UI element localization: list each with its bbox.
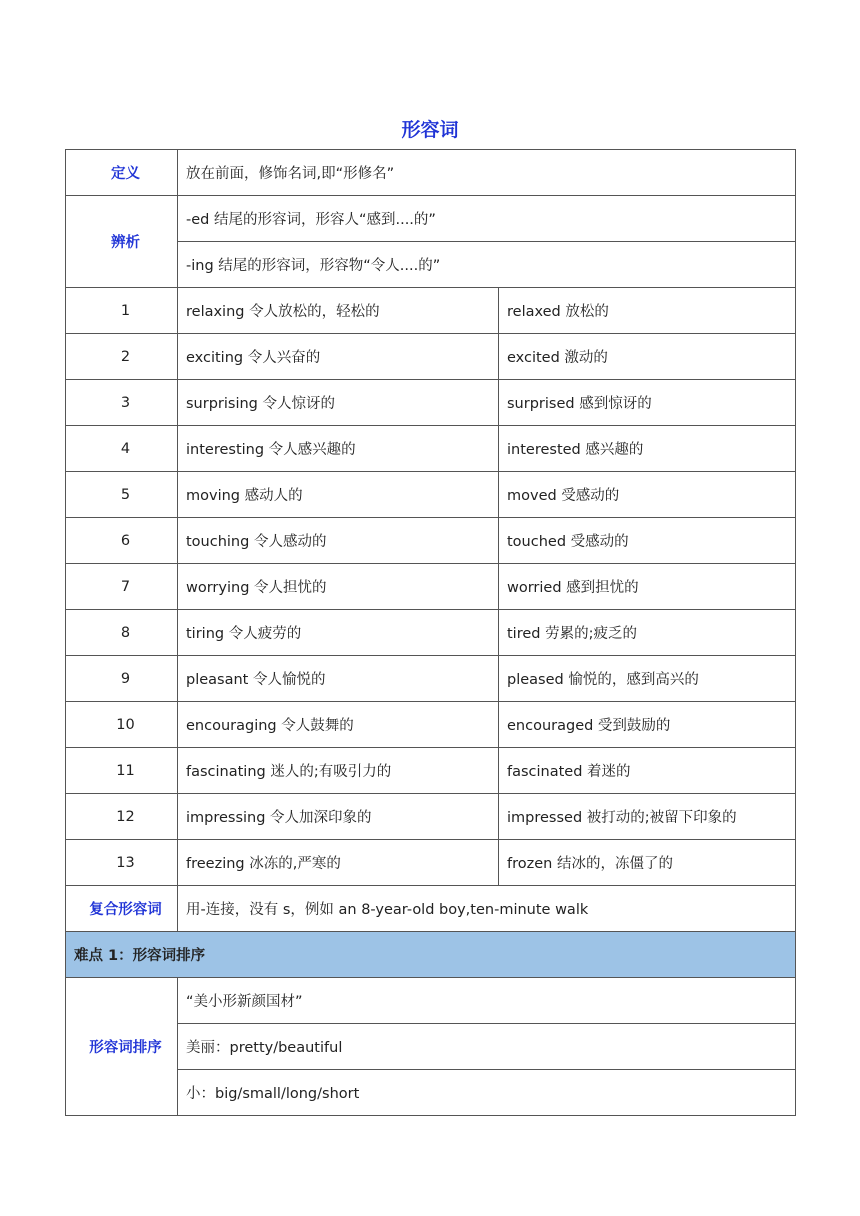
row-number: 2 bbox=[66, 334, 178, 380]
distinction-ing-text: -ing 结尾的形容词，形容物“令人....的” bbox=[178, 242, 796, 288]
ed-adjective: excited 激动的 bbox=[499, 334, 796, 380]
definition-row bbox=[66, 150, 796, 196]
definition-label: 定义 bbox=[66, 150, 178, 196]
table-row bbox=[66, 564, 796, 610]
table-row bbox=[66, 518, 796, 564]
ing-adjective: exciting 令人兴奋的 bbox=[178, 334, 499, 380]
row-number: 3 bbox=[66, 380, 178, 426]
ing-adjective: relaxing 令人放松的，轻松的 bbox=[178, 288, 499, 334]
table-row bbox=[66, 288, 796, 334]
table-row bbox=[66, 748, 796, 794]
ed-adjective: worried 感到担忧的 bbox=[499, 564, 796, 610]
ing-adjective: pleasant 令人愉悦的 bbox=[178, 656, 499, 702]
page-title: 形容词 bbox=[401, 119, 459, 141]
ing-adjective: surprising 令人惊讶的 bbox=[178, 380, 499, 426]
table-row bbox=[66, 840, 796, 886]
ing-adjective: moving 感动人的 bbox=[178, 472, 499, 518]
difficulty-heading-row bbox=[66, 932, 796, 978]
distinction-label: 辨析 bbox=[66, 196, 178, 288]
ordering-label: 形容词排序 bbox=[66, 978, 178, 1116]
table-row bbox=[66, 656, 796, 702]
row-number: 5 bbox=[66, 472, 178, 518]
table-row bbox=[66, 702, 796, 748]
ed-adjective: tired 劳累的;疲乏的 bbox=[499, 610, 796, 656]
compound-text: 用-连接，没有 s，例如 an 8-year-old boy,ten-minute walk bbox=[178, 886, 796, 932]
row-number: 11 bbox=[66, 748, 178, 794]
compound-row bbox=[66, 886, 796, 932]
ing-adjective: encouraging 令人鼓舞的 bbox=[178, 702, 499, 748]
ed-adjective: moved 受感动的 bbox=[499, 472, 796, 518]
row-number: 9 bbox=[66, 656, 178, 702]
ed-adjective: interested 感兴趣的 bbox=[499, 426, 796, 472]
ordering-row bbox=[66, 978, 796, 1024]
ed-adjective: pleased 愉悦的，感到高兴的 bbox=[499, 656, 796, 702]
definition-text: 放在前面，修饰名词,即“形修名” bbox=[178, 150, 796, 196]
ing-adjective: tiring 令人疲劳的 bbox=[178, 610, 499, 656]
ed-adjective: relaxed 放松的 bbox=[499, 288, 796, 334]
row-number: 1 bbox=[66, 288, 178, 334]
row-number: 10 bbox=[66, 702, 178, 748]
ing-adjective: touching 令人感动的 bbox=[178, 518, 499, 564]
row-number: 6 bbox=[66, 518, 178, 564]
ed-adjective: fascinated 着迷的 bbox=[499, 748, 796, 794]
difficulty-heading: 难点 1：形容词排序 bbox=[66, 932, 796, 978]
distinction-ed-text: -ed 结尾的形容词，形容人“感到....的” bbox=[178, 196, 796, 242]
ed-adjective: impressed 被打动的;被留下印象的 bbox=[499, 794, 796, 840]
row-number: 8 bbox=[66, 610, 178, 656]
table-row bbox=[66, 426, 796, 472]
ed-adjective: touched 受感动的 bbox=[499, 518, 796, 564]
ing-adjective: impressing 令人加深印象的 bbox=[178, 794, 499, 840]
row-number: 7 bbox=[66, 564, 178, 610]
row-number: 12 bbox=[66, 794, 178, 840]
ing-adjective: worrying 令人担忧的 bbox=[178, 564, 499, 610]
distinction-row bbox=[66, 196, 796, 242]
ed-adjective: encouraged 受到鼓励的 bbox=[499, 702, 796, 748]
ing-adjective: freezing 冰冻的,严寒的 bbox=[178, 840, 499, 886]
ordering-text: “美小形新颜国材” bbox=[178, 978, 796, 1024]
ing-adjective: fascinating 迷人的;有吸引力的 bbox=[178, 748, 499, 794]
table-row bbox=[66, 380, 796, 426]
row-number: 4 bbox=[66, 426, 178, 472]
compound-label: 复合形容词 bbox=[66, 886, 178, 932]
ing-adjective: interesting 令人感兴趣的 bbox=[178, 426, 499, 472]
table-row bbox=[66, 610, 796, 656]
row-number: 13 bbox=[66, 840, 178, 886]
ed-adjective: frozen 结冰的，冻僵了的 bbox=[499, 840, 796, 886]
ed-adjective: surprised 感到惊讶的 bbox=[499, 380, 796, 426]
table-row bbox=[66, 472, 796, 518]
ordering-text: 小：big/small/long/short bbox=[178, 1070, 796, 1116]
adjective-table bbox=[65, 149, 796, 1116]
ordering-text: 美丽：pretty/beautiful bbox=[178, 1024, 796, 1070]
table-row bbox=[66, 334, 796, 380]
table-row bbox=[66, 794, 796, 840]
